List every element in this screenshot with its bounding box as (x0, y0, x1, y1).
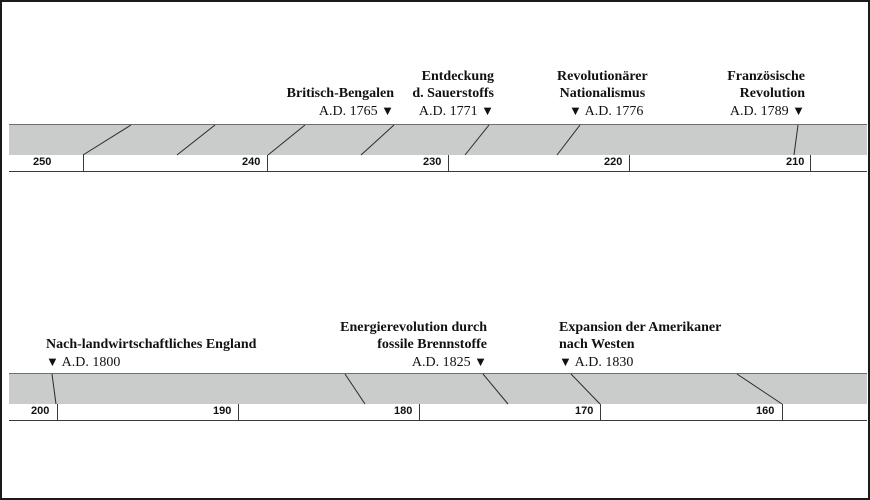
event-title: Energierevolution durch (340, 320, 487, 335)
triangle-marker-icon: ▼ (46, 354, 59, 369)
event-date-text: A.D. 1771 (418, 104, 478, 119)
event-title: Britisch-Bengalen (286, 86, 394, 101)
event-date-text: A.D. 1789 (729, 104, 789, 119)
triangle-marker-icon: ▼ (792, 103, 805, 118)
event-energierevolution (340, 319, 487, 371)
event-expansion-amerikaner (559, 319, 721, 371)
scale-number-250: 250 (33, 156, 52, 168)
scale-number-160: 160 (756, 405, 775, 417)
event-nach-landwirtschaftliches-england (46, 336, 256, 371)
scale-number-220: 220 (604, 156, 623, 168)
scale-number-170: 170 (575, 405, 594, 417)
triangle-marker-icon: ▼ (381, 103, 394, 118)
event-date-text: A.D. 1830 (574, 355, 634, 370)
scale-number-200: 200 (31, 405, 50, 417)
triangle-marker-icon: ▼ (481, 103, 494, 118)
event-date-text: A.D. 1776 (584, 104, 644, 119)
event-date (340, 353, 487, 371)
event-title-line2: Revolution (739, 86, 805, 101)
event-title: Revolutionärer (557, 69, 648, 84)
scale-number-210: 210 (786, 156, 805, 168)
event-title: Französische (727, 69, 805, 84)
event-date-text: A.D. 1765 (318, 104, 378, 119)
triangle-marker-icon: ▼ (474, 354, 487, 369)
triangle-marker-icon: ▼ (569, 103, 582, 118)
event-title: Nach-landwirtschaftliches England (46, 337, 257, 352)
event-title-line2: nach Westen (559, 337, 635, 352)
event-date (46, 353, 256, 371)
event-date-text: A.D. 1800 (61, 355, 121, 370)
event-title: Expansion der Amerikaner (559, 320, 722, 335)
event-title: Entdeckung (421, 69, 494, 84)
triangle-marker-icon: ▼ (559, 354, 572, 369)
scale-number-240: 240 (242, 156, 261, 168)
event-title-line2: fossile Brennstoffe (377, 337, 487, 352)
scale-number-230: 230 (423, 156, 442, 168)
scale-number-190: 190 (213, 405, 232, 417)
scale-number-180: 180 (394, 405, 413, 417)
event-date-text: A.D. 1825 (411, 355, 471, 370)
event-title-line2: d. Sauerstoffs (412, 86, 494, 101)
event-date (559, 353, 721, 371)
event-title-line2: Nationalismus (559, 86, 646, 101)
